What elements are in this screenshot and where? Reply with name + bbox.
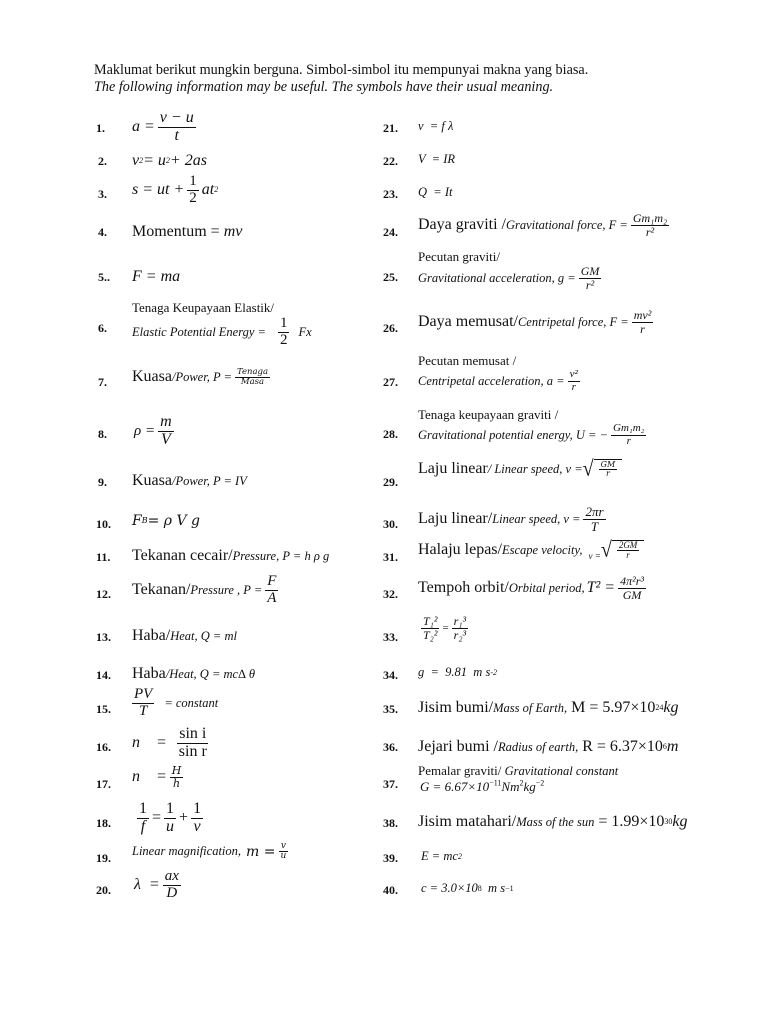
- formula-26-fraction: [632, 309, 654, 335]
- formula-7-it: /Power, P =: [171, 369, 232, 384]
- formula-3-numerator: 1: [189, 173, 197, 189]
- formula-27-line1: Pecutan memusat /: [418, 353, 517, 368]
- formula-10: F B = ρ V g: [132, 513, 200, 529]
- formula-6-line2-text: Elastic Potential Energy =: [132, 324, 266, 339]
- formula-18-fraction-2: [164, 801, 176, 836]
- formula-8-lhs: ρ =: [134, 422, 156, 439]
- formula-17: [132, 765, 186, 789]
- formula-8-numerator: m: [160, 413, 172, 430]
- formula-17-numerator: H: [171, 764, 182, 777]
- formula-28-fraction: [611, 423, 646, 447]
- formula-32-fraction: [618, 575, 646, 601]
- formula-37-line1: [418, 763, 618, 779]
- formula-number-32: 32.: [383, 587, 398, 601]
- formula-40-expr: c = 3.0×10: [421, 881, 478, 895]
- formula-26-label: Daya memusat/: [418, 313, 518, 331]
- formula-19-fraction: [279, 842, 289, 862]
- formula-28: [418, 407, 649, 447]
- formula-25-line2: [418, 265, 604, 291]
- formula-6: [132, 300, 312, 349]
- formula-24-denominator: r²: [645, 224, 655, 239]
- formula-24-numerator: Gm₁m₂: [632, 211, 668, 225]
- formula-25-line2-text: Gravitational acceleration, g =: [418, 270, 576, 285]
- formula-number-10: 10.: [96, 517, 111, 531]
- formula-23: Q = It: [418, 185, 453, 199]
- formula-3-denominator: 2: [189, 189, 197, 206]
- formula-number-26: 26.: [383, 321, 398, 335]
- formula-29-it: / Linear speed, v =: [487, 461, 583, 476]
- formula-35-it: Mass of Earth,: [493, 700, 568, 715]
- formula-number-4: 4.: [98, 225, 107, 239]
- formula-15-numerator: PV: [134, 686, 153, 702]
- formula-31-numerator: 2GM: [618, 540, 638, 550]
- formula-3-lhs: s = ut +: [132, 181, 185, 199]
- formula-29-sqrt: [582, 456, 623, 482]
- formula-4: [132, 223, 242, 241]
- formula-27-line2: [418, 369, 583, 393]
- formula-36-it: Radius of earth,: [497, 739, 579, 754]
- formula-31: [418, 537, 644, 563]
- formula-number-17: 17.: [96, 777, 111, 791]
- formula-15-denominator: T: [138, 702, 148, 719]
- formula-35-label: Jisim bumi/: [418, 699, 494, 716]
- formula-29: [418, 456, 622, 482]
- formula-number-29: 29.: [383, 475, 398, 489]
- formula-30-fraction: [583, 505, 605, 533]
- formula-13-label: Haba/: [132, 627, 171, 644]
- formula-32-label: Tempoh orbit/: [418, 579, 509, 597]
- formula-28-denominator: r: [626, 434, 631, 447]
- formula-6-numerator: 1: [279, 315, 288, 331]
- formula-29-numerator: GM: [600, 459, 616, 469]
- formula-24-fraction: [631, 212, 669, 238]
- formula-30-numerator: 2πr: [585, 504, 604, 519]
- formula-33-numerator-1: T₁²: [423, 614, 438, 628]
- formula-26-numerator: mv²: [633, 308, 652, 322]
- formula-18-denominator-2: u: [166, 817, 175, 835]
- formula-7-numerator: Tenaga: [236, 367, 269, 377]
- formula-3-tail: at: [201, 181, 215, 199]
- formula-27-numerator: v²: [569, 368, 578, 380]
- formula-26-denominator: r: [640, 321, 645, 336]
- formula-31-denominator: r: [626, 550, 630, 561]
- sqrt-icon: √: [582, 456, 594, 482]
- formula-12-numerator: F: [267, 573, 277, 589]
- formula-34-expr: g = 9.81 m s: [418, 665, 491, 679]
- formula-24-label: Daya graviti /: [418, 216, 506, 234]
- formula-27: [418, 353, 583, 393]
- formula-35: Jisim bumi/ Mass of Earth, M = 5.97×10 24 kg: [418, 699, 679, 716]
- formula-18-denominator-1: f: [140, 817, 146, 835]
- formula-12-it: Pressure , P =: [190, 582, 263, 597]
- formula-6-denominator: 2: [279, 331, 288, 348]
- formula-number-27: 27.: [383, 375, 398, 389]
- formula-31-sqrt: [600, 537, 644, 563]
- formula-1-fraction: [158, 110, 196, 145]
- formula-20-denominator: D: [166, 884, 178, 901]
- formula-8-denominator: V: [160, 430, 171, 448]
- formula-36-unit: m: [666, 738, 679, 755]
- formula-11: [132, 547, 329, 565]
- formula-15-fraction: [132, 687, 154, 720]
- formula-26: [418, 309, 656, 335]
- formula-33: [418, 615, 471, 641]
- formula-35-unit: kg: [663, 699, 679, 716]
- formula-number-20: 20.: [96, 883, 111, 897]
- formula-27-denominator: r: [571, 380, 576, 393]
- formula-number-14: 14.: [96, 668, 111, 682]
- formula-20: [134, 869, 184, 902]
- intro-line-english: The following information may be useful. The symbols have their usual meaning.: [94, 79, 554, 95]
- formula-20-fraction: [163, 869, 181, 902]
- formula-32-denominator: GM: [622, 587, 642, 602]
- formula-2-part-b: = u: [143, 152, 166, 169]
- formula-16-numerator: sin i: [179, 725, 207, 742]
- formula-7-denominator: Masa: [240, 376, 265, 387]
- formula-13: [132, 627, 237, 645]
- formula-number-24: 24.: [383, 225, 398, 239]
- formula-22: V = IR: [418, 152, 456, 166]
- formula-24-it: Gravitational force, F =: [505, 217, 628, 232]
- formula-37-val: G = 6.67×10: [420, 779, 490, 794]
- formula-number-35: 35.: [383, 702, 398, 716]
- formula-4-expr: mv: [223, 223, 243, 240]
- formula-number-22: 22.: [383, 154, 398, 168]
- formula-35-val: M = 5.97×10: [567, 699, 656, 716]
- formula-38-label: Jisim matahari/: [418, 813, 517, 830]
- formula-18-fraction-3: [191, 801, 203, 836]
- formula-33-fraction-1: [421, 615, 439, 641]
- formula-number-8: 8.: [98, 427, 107, 441]
- formula-17-denominator: h: [173, 776, 181, 790]
- formula-19-numerator: v: [280, 841, 286, 851]
- formula-8-fraction: [158, 414, 174, 449]
- formula-7-label: Kuasa: [132, 368, 172, 386]
- formula-number-7: 7.: [98, 375, 107, 389]
- formula-32: [418, 575, 649, 601]
- formula-number-21: 21.: [383, 121, 398, 135]
- formula-40: c = 3.0×10 8 m s −1: [421, 881, 514, 895]
- formula-20-lhs: λ =: [134, 876, 160, 894]
- formula-21: v = f λ: [418, 119, 454, 133]
- formula-27-line2-text: Centripetal acceleration, a =: [418, 373, 565, 388]
- formula-38: Jisim matahari/ Mass of the sun = 1.99×10 30 kg: [418, 813, 688, 830]
- sqrt-icon: √: [600, 537, 612, 563]
- formula-26-it: Centripetal force, F =: [517, 314, 629, 329]
- formula-30-denominator: T: [590, 518, 599, 534]
- formula-25-fraction: [579, 265, 602, 291]
- formula-33-denominator-1: T₂²: [423, 627, 438, 642]
- formula-38-val: = 1.99×10: [594, 813, 665, 830]
- formula-number-9: 9.: [98, 475, 107, 489]
- formula-31-fraction: [617, 541, 640, 561]
- formula-37-line2: [420, 779, 618, 795]
- formula-37-unit2: kg: [523, 779, 536, 794]
- formula-18-numerator-2: 1: [166, 800, 175, 817]
- formula-2: v 2 = u 2 + 2as: [132, 152, 207, 169]
- formula-32-numerator: 4π²r³: [620, 574, 644, 588]
- formula-38-unit: kg: [672, 813, 688, 830]
- formula-17-fraction: [170, 765, 184, 789]
- formula-27-fraction: [568, 369, 580, 393]
- formula-14: [132, 665, 255, 683]
- formula-number-34: 34.: [383, 668, 398, 682]
- formula-number-38: 38.: [383, 816, 398, 830]
- formula-12-label: Tekanan/: [132, 581, 191, 599]
- formula-14-it: /Heat, Q = mc∆ θ: [165, 666, 255, 681]
- formula-number-19: 19.: [96, 851, 111, 865]
- formula-number-25: 25.: [383, 270, 398, 284]
- formula-4-label: Momentum =: [132, 223, 220, 240]
- formula-12-fraction: [265, 574, 278, 607]
- formula-29-label: Laju linear: [418, 460, 488, 477]
- formula-37: [418, 763, 618, 795]
- formula-6-line1: Tenaga Keupayaan Elastik/: [132, 300, 275, 315]
- formula-number-2: 2.: [98, 154, 107, 168]
- formula-28-line2: [418, 423, 649, 447]
- intro-text: [94, 62, 734, 96]
- formula-33-denominator-2: r₂³: [453, 627, 467, 642]
- formula-16-fraction: [177, 726, 209, 761]
- formula-34: g = 9.81 m s -2: [418, 665, 497, 679]
- formula-30: [418, 505, 609, 533]
- formula-8: [134, 414, 177, 449]
- formula-1: [132, 110, 199, 145]
- formula-1-denominator: t: [174, 126, 179, 144]
- formula-number-30: 30.: [383, 517, 398, 531]
- formula-37-unit: Nm: [501, 779, 520, 794]
- formula-3: s = ut + $\frac{1}{2}$ at 2: [132, 173, 219, 206]
- formula-15-tail: = constant: [164, 695, 219, 710]
- formula-number-33: 33.: [383, 630, 398, 644]
- formula-20-numerator: ax: [164, 868, 179, 884]
- formula-10-rest: = ρ V g: [147, 513, 200, 529]
- formula-25-denominator: r²: [585, 277, 595, 292]
- formula-17-lhs: n =: [132, 768, 167, 786]
- formula-28-numerator: Gm₁m₂: [613, 422, 645, 434]
- formula-12: [132, 574, 281, 607]
- formula-19-it: Linear magnification,: [132, 844, 242, 859]
- formula-number-12: 12.: [96, 587, 111, 601]
- formula-13-it: Heat, Q = ml: [170, 628, 237, 643]
- formula-33-fraction-2: [452, 615, 468, 641]
- formula-28-line2-text: Gravitational potential energy, U = −: [418, 427, 608, 442]
- formula-number-36: 36.: [383, 740, 398, 754]
- formula-18-equals: =: [152, 809, 162, 827]
- formula-9-label: Kuasa: [132, 472, 172, 489]
- formula-33-equals: =: [442, 622, 449, 635]
- formula-3-fraction: [187, 174, 199, 207]
- formula-16: [132, 726, 212, 761]
- formula-number-1: 1.: [96, 121, 105, 135]
- formula-30-it: Linear speed, v =: [492, 511, 581, 526]
- formula-18-plus: +: [179, 809, 189, 827]
- formula-number-6: 6.: [98, 321, 107, 335]
- formula-31-it: Escape velocity,: [501, 542, 583, 557]
- formula-10-expr: F: [132, 513, 142, 529]
- formula-number-23: 23.: [383, 187, 398, 201]
- formula-31-v: v =: [588, 550, 601, 561]
- formula-9-it: /Power, P = IV: [171, 473, 247, 488]
- formula-number-40: 40.: [383, 883, 398, 897]
- formula-5: F = ma: [132, 268, 181, 285]
- formula-19: [132, 842, 291, 862]
- formula-19-denominator: u: [280, 851, 287, 862]
- formula-14-label: Haba: [132, 665, 166, 682]
- formula-9: [132, 472, 247, 490]
- formula-number-3: 3.: [98, 187, 107, 201]
- formula-29-denominator: r: [606, 469, 610, 478]
- intro-line-malay: Maklumat berikut mungkin berguna. Simbol-simbol itu mempunyai makna yang biasa.: [94, 62, 589, 78]
- formula-33-numerator-2: r₁³: [453, 614, 467, 628]
- formula-1-numerator: v − u: [159, 109, 194, 126]
- formula-1-lhs: a =: [132, 118, 155, 136]
- formula-number-11: 11.: [96, 550, 111, 564]
- formula-18-fraction-1: [137, 801, 149, 836]
- formula-18-numerator-1: 1: [139, 800, 147, 817]
- formula-number-28: 28.: [383, 427, 398, 441]
- formula-18-denominator-3: v: [193, 817, 201, 835]
- formula-18: [134, 801, 206, 836]
- formula-2-part-c: + 2as: [169, 152, 207, 169]
- formula-36-label: Jejari bumi /: [418, 738, 498, 755]
- formula-37-sup2: 2: [519, 778, 524, 788]
- formula-32-t: T² =: [586, 579, 616, 597]
- formula-36-val: R = 6.37×10: [578, 738, 663, 755]
- formula-25-numerator: GM: [580, 264, 600, 278]
- formula-7: [132, 368, 273, 387]
- formula-16-denominator: sin r: [178, 742, 207, 760]
- formula-12-denominator: A: [267, 589, 277, 606]
- formula-number-13: 13.: [96, 630, 111, 644]
- formula-37-sup3: −2: [535, 778, 545, 788]
- formula-6-line2: [132, 316, 312, 349]
- formula-39-expr: E = mc: [421, 849, 458, 863]
- formula-number-31: 31.: [383, 550, 398, 564]
- formula-37-line1-english: Gravitational constant: [504, 764, 619, 778]
- formula-38-it: Mass of the sun: [516, 814, 595, 829]
- formula-24: [418, 212, 672, 238]
- formula-29-fraction: [599, 461, 618, 479]
- formula-number-37: 37.: [383, 777, 398, 791]
- formula-11-label: Tekanan cecair/: [132, 547, 233, 564]
- formula-number-39: 39.: [383, 851, 398, 865]
- formula-37-sup: −11: [489, 778, 502, 788]
- formula-number-5: 5..: [98, 270, 110, 284]
- formula-40-unit: m s: [481, 881, 506, 895]
- formula-number-15: 15.: [96, 702, 111, 716]
- formula-6-fraction: [278, 316, 290, 349]
- formula-25-line1: Pecutan graviti/: [418, 249, 500, 264]
- formula-25: [418, 249, 604, 291]
- formula-39: E = mc 2: [421, 849, 462, 863]
- formula-number-16: 16.: [96, 740, 111, 754]
- formula-36: Jejari bumi / Radius of earth, R = 6.37×10 6 m: [418, 738, 679, 755]
- formula-number-18: 18.: [96, 816, 111, 830]
- formula-31-label: Halaju lepas/: [418, 541, 502, 559]
- formula-11-it: Pressure, P = h ρ g: [232, 548, 330, 563]
- formula-28-line1: Tenaga keupayaan graviti /: [418, 407, 559, 422]
- formula-16-lhs: n =: [132, 734, 167, 752]
- formula-6-tail: Fx: [298, 324, 312, 339]
- formula-32-it: Orbital period,: [508, 580, 585, 595]
- formula-7-fraction: [235, 368, 270, 387]
- formula-18-numerator-3: 1: [193, 800, 202, 817]
- formula-19-m: m =: [246, 843, 276, 860]
- formula-30-label: Laju linear/: [418, 510, 493, 528]
- formula-37-line1-malay: Pemalar graviti/: [418, 763, 505, 778]
- formula-2-part-a: v: [132, 152, 140, 169]
- formula-15: [132, 687, 218, 720]
